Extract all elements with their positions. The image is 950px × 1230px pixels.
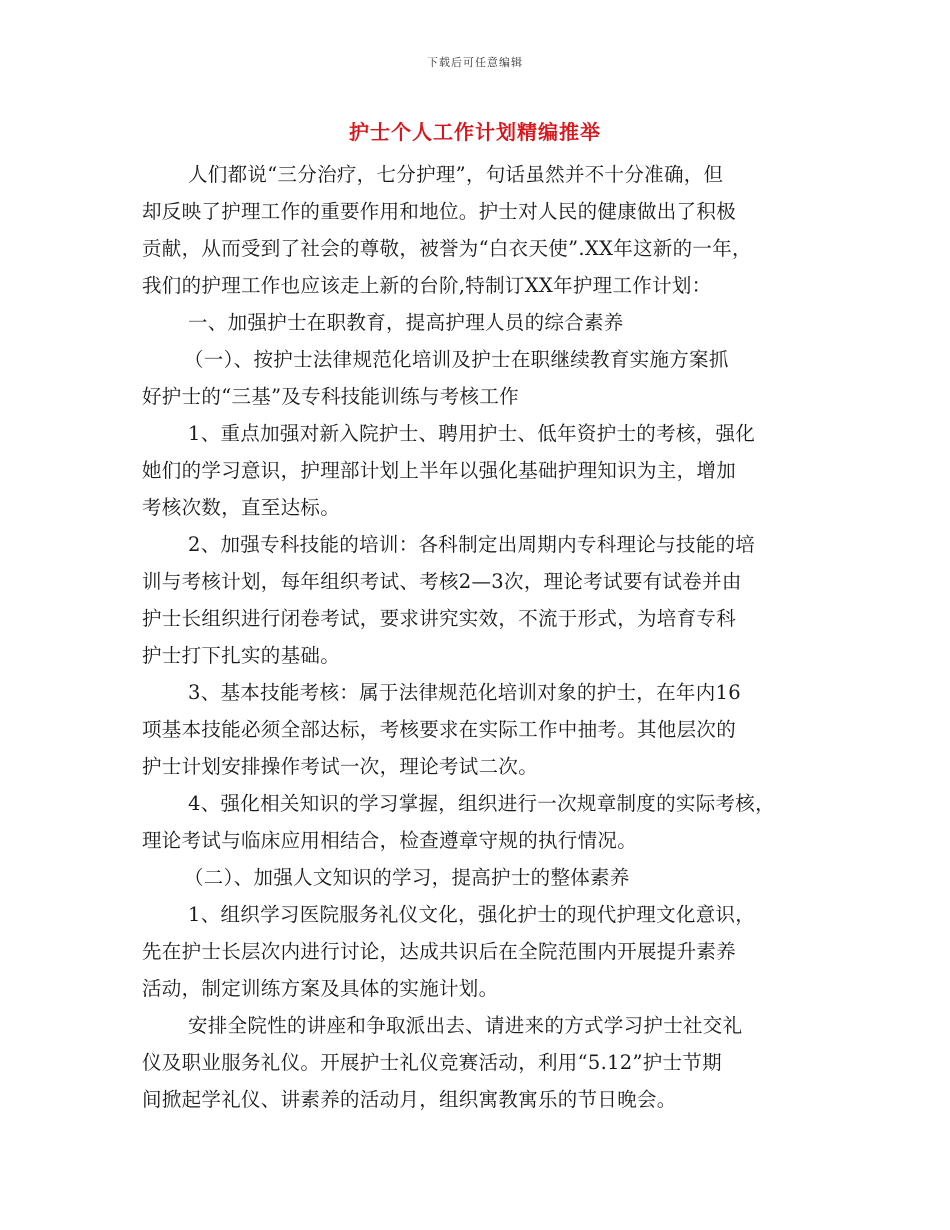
document-title: 护士个人工作计划精编推举 bbox=[349, 120, 601, 144]
paragraph-line: 好护士的“三基”及专科技能训练与考核工作 bbox=[142, 385, 519, 408]
paragraph bbox=[142, 526, 822, 674]
paragraph-line: 安排全院性的讲座和争取派出去、请进来的方式学习护士社交礼 bbox=[188, 1014, 743, 1037]
paragraph-line: 我们的护理工作也应该走上新的台阶,特制订XX年护理工作计划： bbox=[142, 274, 712, 297]
paragraph-line: 理论考试与临床应用相结合，检查遵章守规的执行情况。 bbox=[142, 829, 638, 852]
paragraph-line: （一）、按护士法律规范化培训及护士在职继续教育实施方案抓 bbox=[184, 348, 729, 371]
paragraph-line: 活动，制定训练方案及具体的实施计划。 bbox=[142, 977, 499, 1000]
paragraph-line: 3、基本技能考核：属于法律规范化培训对象的护士，在年内16 bbox=[188, 681, 741, 704]
paragraph-line: 人们都说“三分治疗，七分护理”，句话虽然并不十分准确，但 bbox=[188, 163, 724, 186]
paragraph-line: 2、加强专科技能的培训：各科制定出周期内专科理论与技能的培 bbox=[188, 533, 756, 556]
paragraph-line: 护士打下扎实的基础。 bbox=[142, 644, 341, 667]
paragraph-line: 贡献，从而受到了社会的尊敬，被誉为“白衣天使”.XX年这新的一年， bbox=[142, 237, 752, 260]
paragraph bbox=[142, 674, 822, 785]
paragraph-line: 项基本技能必须全部达标，考核要求在实际工作中抽考。其他层次的 bbox=[142, 718, 737, 741]
paragraph-line: 她们的学习意识，护理部计划上半年以强化基础护理知识为主，增加 bbox=[142, 459, 737, 482]
paragraph-line: 仪及职业服务礼仪。开展护士礼仪竞赛活动，利用“5.12”护士节期 bbox=[142, 1051, 722, 1074]
paragraph-line: 考核次数，直至达标。 bbox=[142, 496, 341, 519]
paragraph bbox=[142, 304, 822, 341]
paragraph-line: 1、组织学习医院服务礼仪文化，强化护士的现代护理文化意识， bbox=[188, 903, 756, 926]
paragraph-line: 却反映了护理工作的重要作用和地位。护士对人民的健康做出了积极 bbox=[142, 200, 737, 223]
paragraph-line: 1、重点加强对新入院护士、聘用护士、低年资护士的考核，强化 bbox=[188, 422, 756, 445]
paragraph bbox=[142, 341, 822, 415]
paragraph bbox=[142, 415, 822, 526]
paragraph-line: （二）、加强人文知识的学习，提高护士的整体素养 bbox=[184, 866, 630, 889]
paragraph bbox=[142, 156, 822, 304]
paragraph-line: 护士计划安排操作考试一次，理论考试二次。 bbox=[142, 755, 539, 778]
paragraph-line: 先在护士长层次内进行讨论，达成共识后在全院范围内开展提升素养 bbox=[142, 940, 737, 963]
paragraph bbox=[142, 859, 822, 896]
header-note: 下载后可任意编辑 bbox=[427, 56, 523, 69]
paragraph-line: 4、强化相关知识的学习掌握，组织进行一次规章制度的实际考核， bbox=[188, 792, 775, 815]
paragraph-line: 间掀起学礼仪、讲素养的活动月，组织寓教寓乐的节日晚会。 bbox=[142, 1088, 677, 1111]
paragraph-line: 护士长组织进行闭卷考试，要求讲究实效，不流于形式，为培育专科 bbox=[142, 607, 737, 630]
paragraph bbox=[142, 896, 822, 1007]
paragraph-line: 训与考核计划，每年组织考试、考核2—3次，理论考试要有试卷并由 bbox=[142, 570, 742, 593]
paragraph bbox=[142, 785, 822, 859]
document-body bbox=[142, 156, 822, 1118]
paragraph-line: 一、加强护士在职教育，提高护理人员的综合素养 bbox=[188, 311, 624, 334]
paragraph bbox=[142, 1007, 822, 1118]
